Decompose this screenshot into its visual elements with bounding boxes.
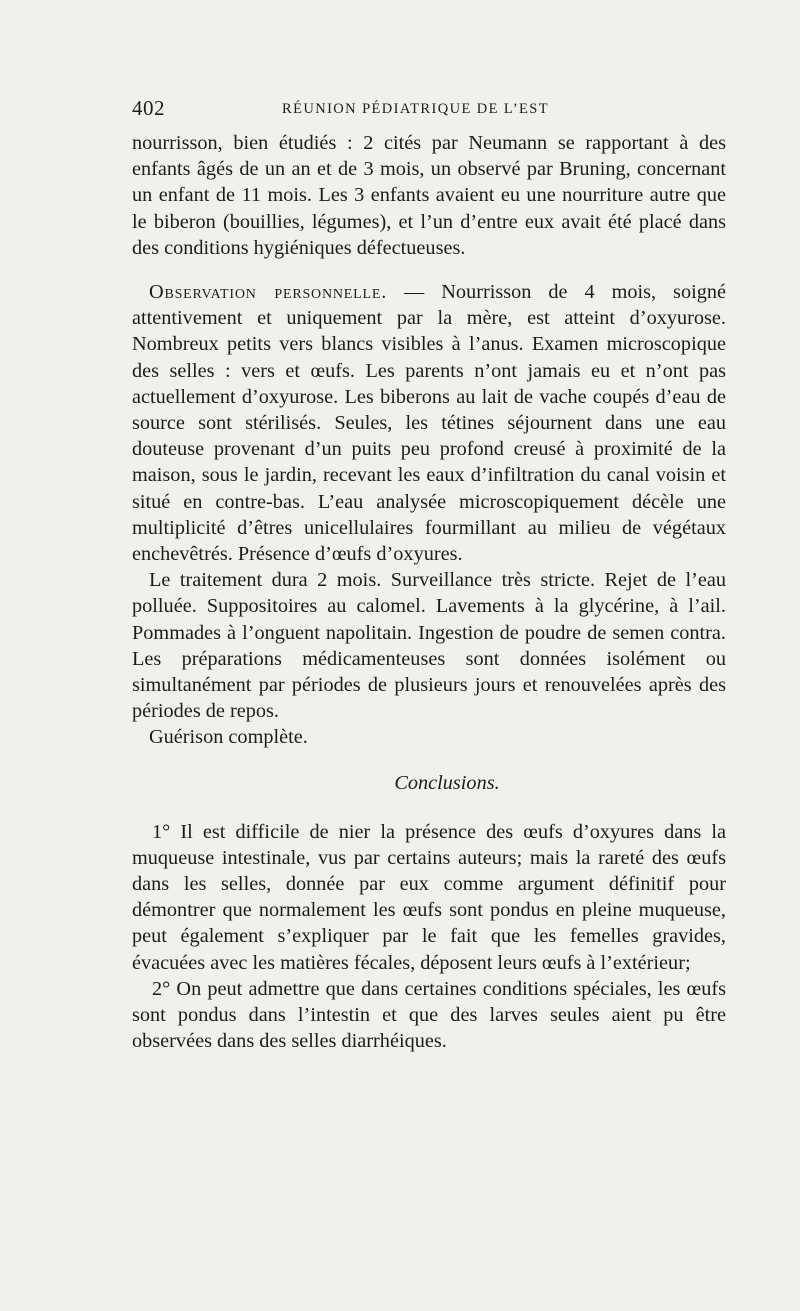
- observation-label: Observation personnelle.: [149, 281, 388, 304]
- conclusion-2-paragraph: 2° On peut admettre que dans certaines conditions spéciales, les œufs sont pondus dans l’intestin et que des larves seules aient pu être observées dans des selles diarrhéiques.: [132, 977, 726, 1053]
- book-page: [132, 96, 726, 1055]
- observation-text: — Nourrisson de 4 mois, soigné attentivement et uniquement par la mère, est atteint d’oxyurose. Nombreux petits vers blancs visibles à l’anus. Examen microscopique des selles : vers et œufs. Les parents n’ont jamais eu et n’ont pas actuellement d’oxyurose. Les biberons au lait de vache coupés d’eau de source sont stérilisés. Seules, les tétines séjournent dans une eau douteuse provenant d’un puits peu profond creusé à proximité de la maison, sous le jardin, recevant les eaux d’infiltration du canal voisin et situé en contre-bas. L’eau analysée microscopiquement décèle une multiplicité d’êtres unicellulaires fourmillant au milieu de végétaux enchevêtrés. Présence d’œufs d’oxyures.: [132, 281, 726, 566]
- intro-paragraph: nourrisson, bien étudiés : 2 cités par Neumann se rapportant à des enfants âgés de un an et de 3 mois, un observé par Bruning, concernant un enfant de 11 mois. Les 3 enfants avaient eu une nourriture autre que le biberon (bouillies, légumes), et l’un d’entre eux avait été placé dans des conditions hygiéniques défectueuses.: [132, 132, 726, 259]
- conclusion-1-paragraph: 1° Il est difficile de nier la présence des œufs d’oxyures dans la muqueuse intestinale, vus par certains auteurs; mais la rareté des œufs dans les selles, donnée par eux comme argument définitif pour démontrer que normalement les œufs sont pondus en pleine muqueuse, peut également s’expliquer par le fait que les femelles gravides, évacuées avec les matières fécales, déposent leurs œufs à l’extérieur;: [132, 820, 726, 974]
- treatment-paragraph: Le traitement dura 2 mois. Surveillance très stricte. Rejet de l’eau polluée. Suppositoires au calomel. Lavements à la glycérine, à l’ail. Pommades à l’onguent napolitain. Ingestion de poudre de semen contra. Les préparations médicamenteuses sont données isolément ou simultanément par périodes de plusieurs jours et renouvelées après des périodes de repos.: [132, 569, 726, 723]
- observation-paragraph: [132, 279, 726, 567]
- conclusions-heading: Conclusions.: [394, 771, 500, 794]
- running-title: RÉUNION PÉDIATRIQUE DE L’EST: [282, 101, 550, 117]
- running-head: [132, 96, 726, 130]
- cure-paragraph: Guérison complète.: [149, 726, 308, 749]
- page-number: 402: [132, 96, 165, 120]
